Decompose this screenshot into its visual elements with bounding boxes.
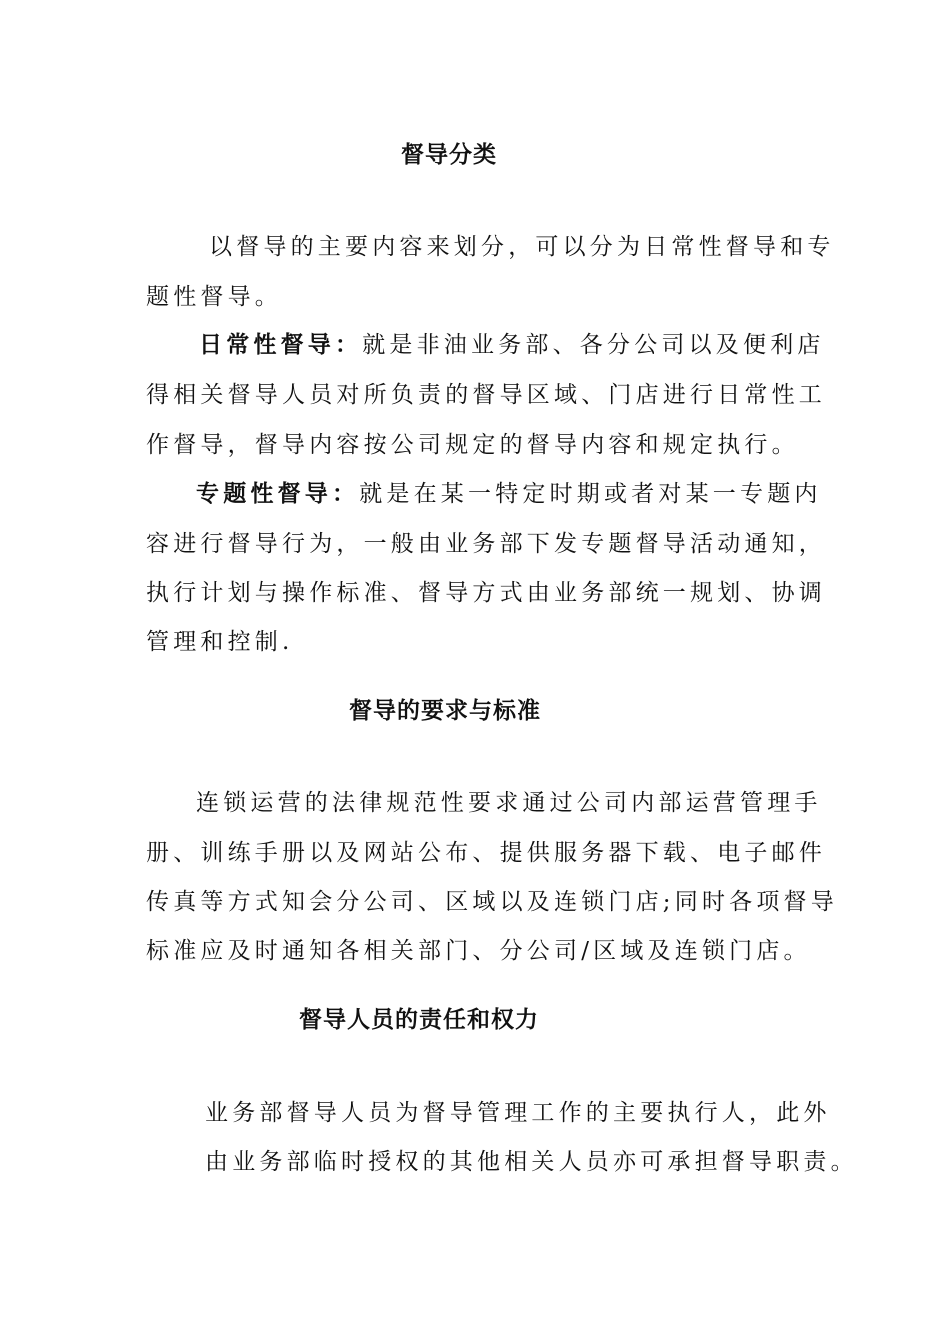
section-title-requirements: 督导的要求与标准	[349, 697, 541, 724]
term-special-supervision: 专题性督导：	[196, 480, 360, 507]
paragraph-line-with-term	[196, 475, 822, 508]
paragraph-line: 执行计划与操作标准、督导方式由业务部统一规划、协调	[146, 580, 826, 606]
paragraph-line: 得相关督导人员对所负责的督导区域、门店进行日常性工	[146, 382, 826, 408]
paragraph-line: 传真等方式知会分公司、区域以及连锁门店;同时各项督导	[146, 889, 838, 915]
term-routine-supervision: 日常性督导：	[199, 331, 363, 358]
paragraph-line: 标准应及时通知各相关部门、分公司/区域及连锁门店。	[146, 938, 811, 964]
paragraph-line: 册、训练手册以及网站公布、提供服务器下载、电子邮件	[146, 840, 826, 866]
paragraph-line-with-term	[199, 326, 825, 359]
term-definition: 就是在某一特定时期或者对某一专题内	[359, 481, 822, 507]
paragraph-line: 由业务部临时授权的其他相关人员亦可承担督导职责。	[205, 1149, 858, 1175]
paragraph-line: 连锁运营的法律规范性要求通过公司内部运营管理手	[196, 790, 822, 816]
section-title-classification: 督导分类	[401, 141, 497, 168]
paragraph-line: 题性督导。	[146, 284, 282, 310]
paragraph-line: 业务部督导人员为督导管理工作的主要执行人，此外	[205, 1100, 831, 1126]
paragraph-line: 以督导的主要内容来划分，可以分为日常性督导和专	[209, 234, 835, 260]
paragraph-line: 管理和控制.	[146, 629, 294, 655]
paragraph-line: 作督导，督导内容按公司规定的督导内容和规定执行。	[146, 432, 799, 458]
term-definition: 就是非油业务部、各分公司以及便利店	[362, 332, 825, 358]
section-title-responsibilities: 督导人员的责任和权力	[299, 1006, 539, 1033]
paragraph-line: 容进行督导行为，一般由业务部下发专题督导活动通知，	[146, 531, 826, 557]
